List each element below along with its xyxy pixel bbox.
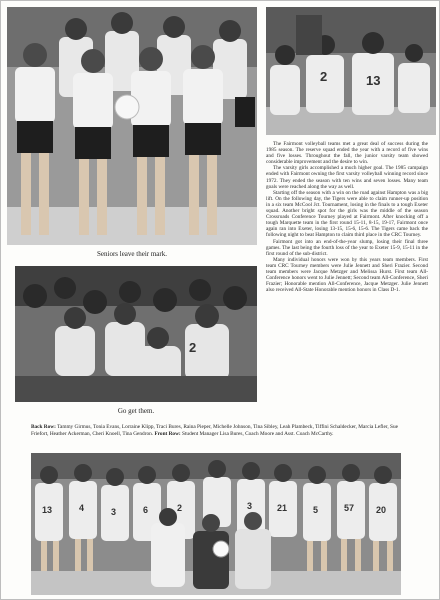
article-paragraph: Starting off the season with a win on the road against Hampton was a big lift. On the following day, the Tigers were able to claim runner-up position in a six team McCool Jct. Tournament, losing in the finals to a tough Exeter squad. Another bright spot for the girls was the middle of the season Crossroads Conference Tourney played at Fairmont. After knocking off a tough Marquette team in the first round 15-11, 8-15, 19-17, Fairmont once again ran into Exeter, losing 13-15, 15-6, 15-6. The Tigers came back the following night to beat Hampton to claim third place in the CRC Tourney.	[266, 189, 428, 239]
huddle-photo	[15, 266, 257, 402]
seniors-photo-art	[7, 7, 257, 245]
team-jersey-number: 4	[79, 503, 85, 513]
front-row-names: Student Manager Lisa Bures, Coach Moore and Asst. Coach McCarthy.	[180, 430, 334, 437]
huddle-jersey-number: 2	[189, 340, 197, 355]
article-paragraph: The Fairmont volleyball teams met a great deal of success during the 1985 season. The reserve squad ended the year with a record of five wins and five losses. Throughout the fall, the junior varsity team showed considerable improvement and the desire to win.	[266, 141, 428, 166]
team-jersey-number: 13	[42, 505, 53, 515]
team-photo	[31, 453, 401, 595]
team-jersey-number: 6	[143, 505, 149, 515]
action-photo-art	[266, 7, 436, 135]
action-jersey-number: 2	[320, 69, 328, 84]
roster-caption	[31, 424, 409, 437]
action-photo	[266, 7, 436, 135]
team-jersey-number: 5	[313, 505, 319, 515]
huddle-photo-art	[15, 266, 257, 402]
team-jersey-number: 20	[376, 505, 387, 515]
seniors-caption: Seniors leave their mark.	[97, 250, 167, 258]
team-jersey-number: 21	[277, 503, 288, 513]
seniors-photo	[7, 7, 257, 245]
back-row-label: Back Row:	[31, 424, 56, 430]
team-jersey-number: 3	[111, 507, 117, 517]
front-row-label: Front Row:	[154, 430, 181, 437]
article-body	[266, 141, 428, 423]
team-photo-art	[31, 453, 401, 595]
article-paragraph: Fairmont got into an end-of-the-year slump, losing their final three games. The last being the fourth loss of the year to Exeter 15-9, 15-11 in the first round of the sub-district.	[266, 238, 428, 257]
action-jersey-number: 13	[366, 73, 381, 88]
article-paragraph: Many individual honors were won by this years team members. First team CRC Tourney members were Julie Jennett and Sheri Frazier. Second team members were Jacque Metzger and Melissa Hurst. First team All-Conference honors went to Julie Jennett; Second team All-Conference, Sheri Frazier; Honorable mention All-Conference, Jacque Metzger. Julie Jennett also received All-State Honorable mention honors in Class D-1.	[266, 256, 428, 294]
team-jersey-number: 3	[247, 501, 253, 511]
team-jersey-number: 57	[344, 503, 355, 513]
team-jersey-number: 2	[177, 503, 183, 513]
back-row-names: Tammy Girmus, Tonia Evans, Lorraine Klipp, Traci Bures, Raina Pieper, Michelle Johnson, Tina Sibley, Leah Plambeck, Tiffini Schaldecker, Marcia Lefler, Sue Friefort, Heather Ackerman, Cheri Knoell, Tina Gendron.	[31, 424, 398, 437]
article-paragraph: The varsity girls accomplished a much higher goal. The 1985 campaign ended with Fairmont owning the first varsity volleyball winning record since 1972. They ended the season with ten wins and seven losses. Many team goals were reached along the way as well.	[266, 165, 428, 190]
huddle-caption: Go get them.	[117, 407, 155, 415]
